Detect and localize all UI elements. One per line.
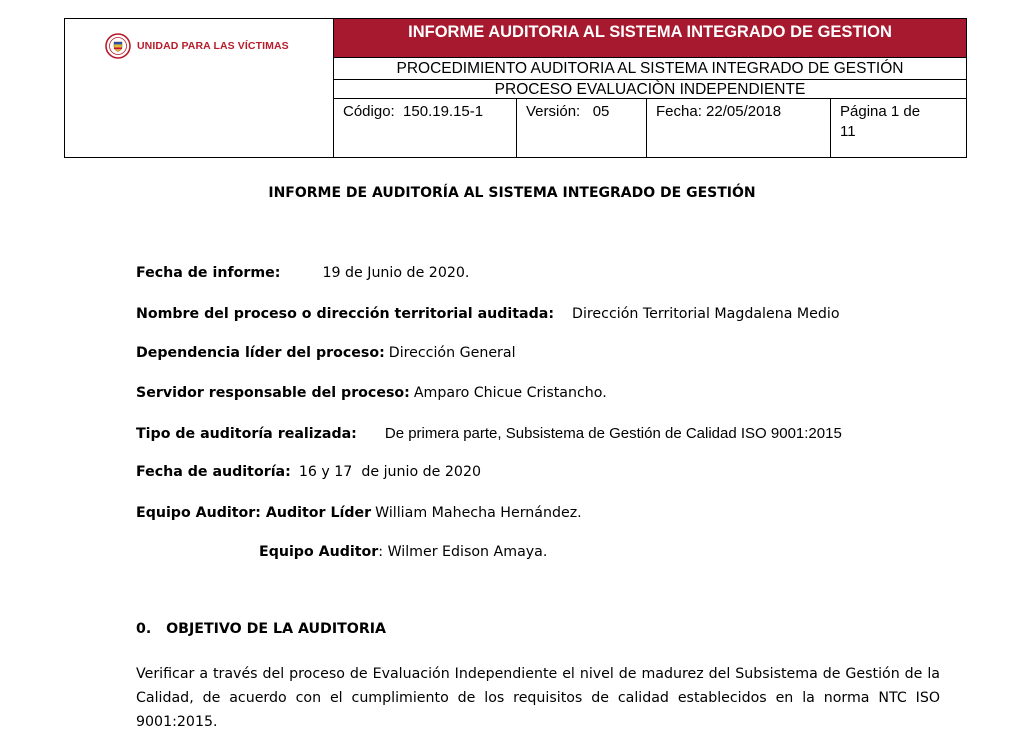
lead-dependency-value: Dirección General	[388, 345, 516, 361]
section-0-heading	[136, 621, 386, 637]
field-audit-type	[136, 425, 842, 442]
version-label: Versión:	[526, 103, 581, 120]
logo-cell	[65, 19, 334, 157]
process-name-value: Dirección Territorial Magdalena Medio	[572, 306, 840, 322]
field-responsible	[136, 385, 607, 401]
field-audit-team-member	[259, 544, 547, 560]
header-right-block	[334, 19, 966, 157]
audit-type-label: Tipo de auditoría realizada:	[136, 426, 357, 442]
page-count-line2: 11	[840, 123, 856, 140]
team-lead-label: Equipo Auditor: Auditor Líder	[136, 505, 372, 521]
entity-logo	[105, 33, 289, 59]
version-cell	[517, 99, 647, 157]
procedure-row: PROCEDIMIENTO AUDITORIA AL SISTEMA INTEGRADO DE GESTIÓN	[334, 58, 966, 80]
metadata-row	[334, 99, 966, 157]
audit-type-value: De primera parte, Subsistema de Gestión de Calidad ISO 9001:2015	[384, 425, 842, 442]
date-cell	[647, 99, 831, 157]
report-date-label: Fecha de informe:	[136, 265, 281, 281]
report-date-value: 19 de Junio de 2020.	[322, 265, 470, 281]
field-report-date	[136, 265, 469, 281]
lead-dependency-label: Dependencia líder del proceso:	[136, 345, 385, 361]
code-cell	[334, 99, 517, 157]
responsible-label: Servidor responsable del proceso:	[136, 385, 410, 401]
field-audit-team-lead	[136, 505, 582, 521]
process-row: PROCESO EVALUACIÒN INDEPENDIENTE	[334, 80, 966, 99]
audit-date-value: 16 y 17 de junio de 2020	[298, 464, 482, 480]
date-label: Fecha:	[656, 103, 702, 120]
page-cell	[831, 99, 966, 157]
section-number: 0.	[136, 621, 152, 637]
field-lead-dependency	[136, 345, 516, 361]
report-title-band: INFORME AUDITORIA AL SISTEMA INTEGRADO DE GESTION	[334, 19, 966, 58]
process-name-label: Nombre del proceso o dirección territorial auditada:	[136, 306, 555, 322]
coat-of-arms-icon	[105, 33, 131, 59]
section-title: OBJETIVO DE LA AUDITORIA	[166, 621, 387, 637]
field-process-name	[136, 306, 840, 322]
version-value: 05	[592, 103, 610, 120]
team-member-value: : Wilmer Edison Amaya.	[378, 544, 548, 560]
section-0-paragraph: Verificar a través del proceso de Evaluación Independiente el nivel de madurez del Subsistema de Gestión de la Calidad, de acuerdo con el cumplimiento de los requisitos de calidad establecidos en la norma NTC ISO 9001:2015.	[136, 666, 940, 730]
responsible-value: Amparo Chicue Cristancho.	[413, 385, 607, 401]
audit-date-label: Fecha de auditoría:	[136, 464, 291, 480]
date-value: 22/05/2018	[706, 103, 782, 120]
document-title: INFORME DE AUDITORÍA AL SISTEMA INTEGRADO DE GESTIÓN	[268, 185, 756, 201]
code-label: Código:	[343, 103, 395, 120]
code-value: 150.19.15-1	[403, 103, 484, 120]
document-header-table	[64, 18, 967, 158]
field-audit-date	[136, 464, 481, 480]
team-lead-value: William Mahecha Hernández.	[375, 505, 582, 521]
team-member-label: Equipo Auditor	[259, 544, 379, 560]
page-count-line1: Página 1 de	[840, 103, 921, 120]
logo-text: UNIDAD PARA LAS VÍCTIMAS	[137, 40, 289, 52]
